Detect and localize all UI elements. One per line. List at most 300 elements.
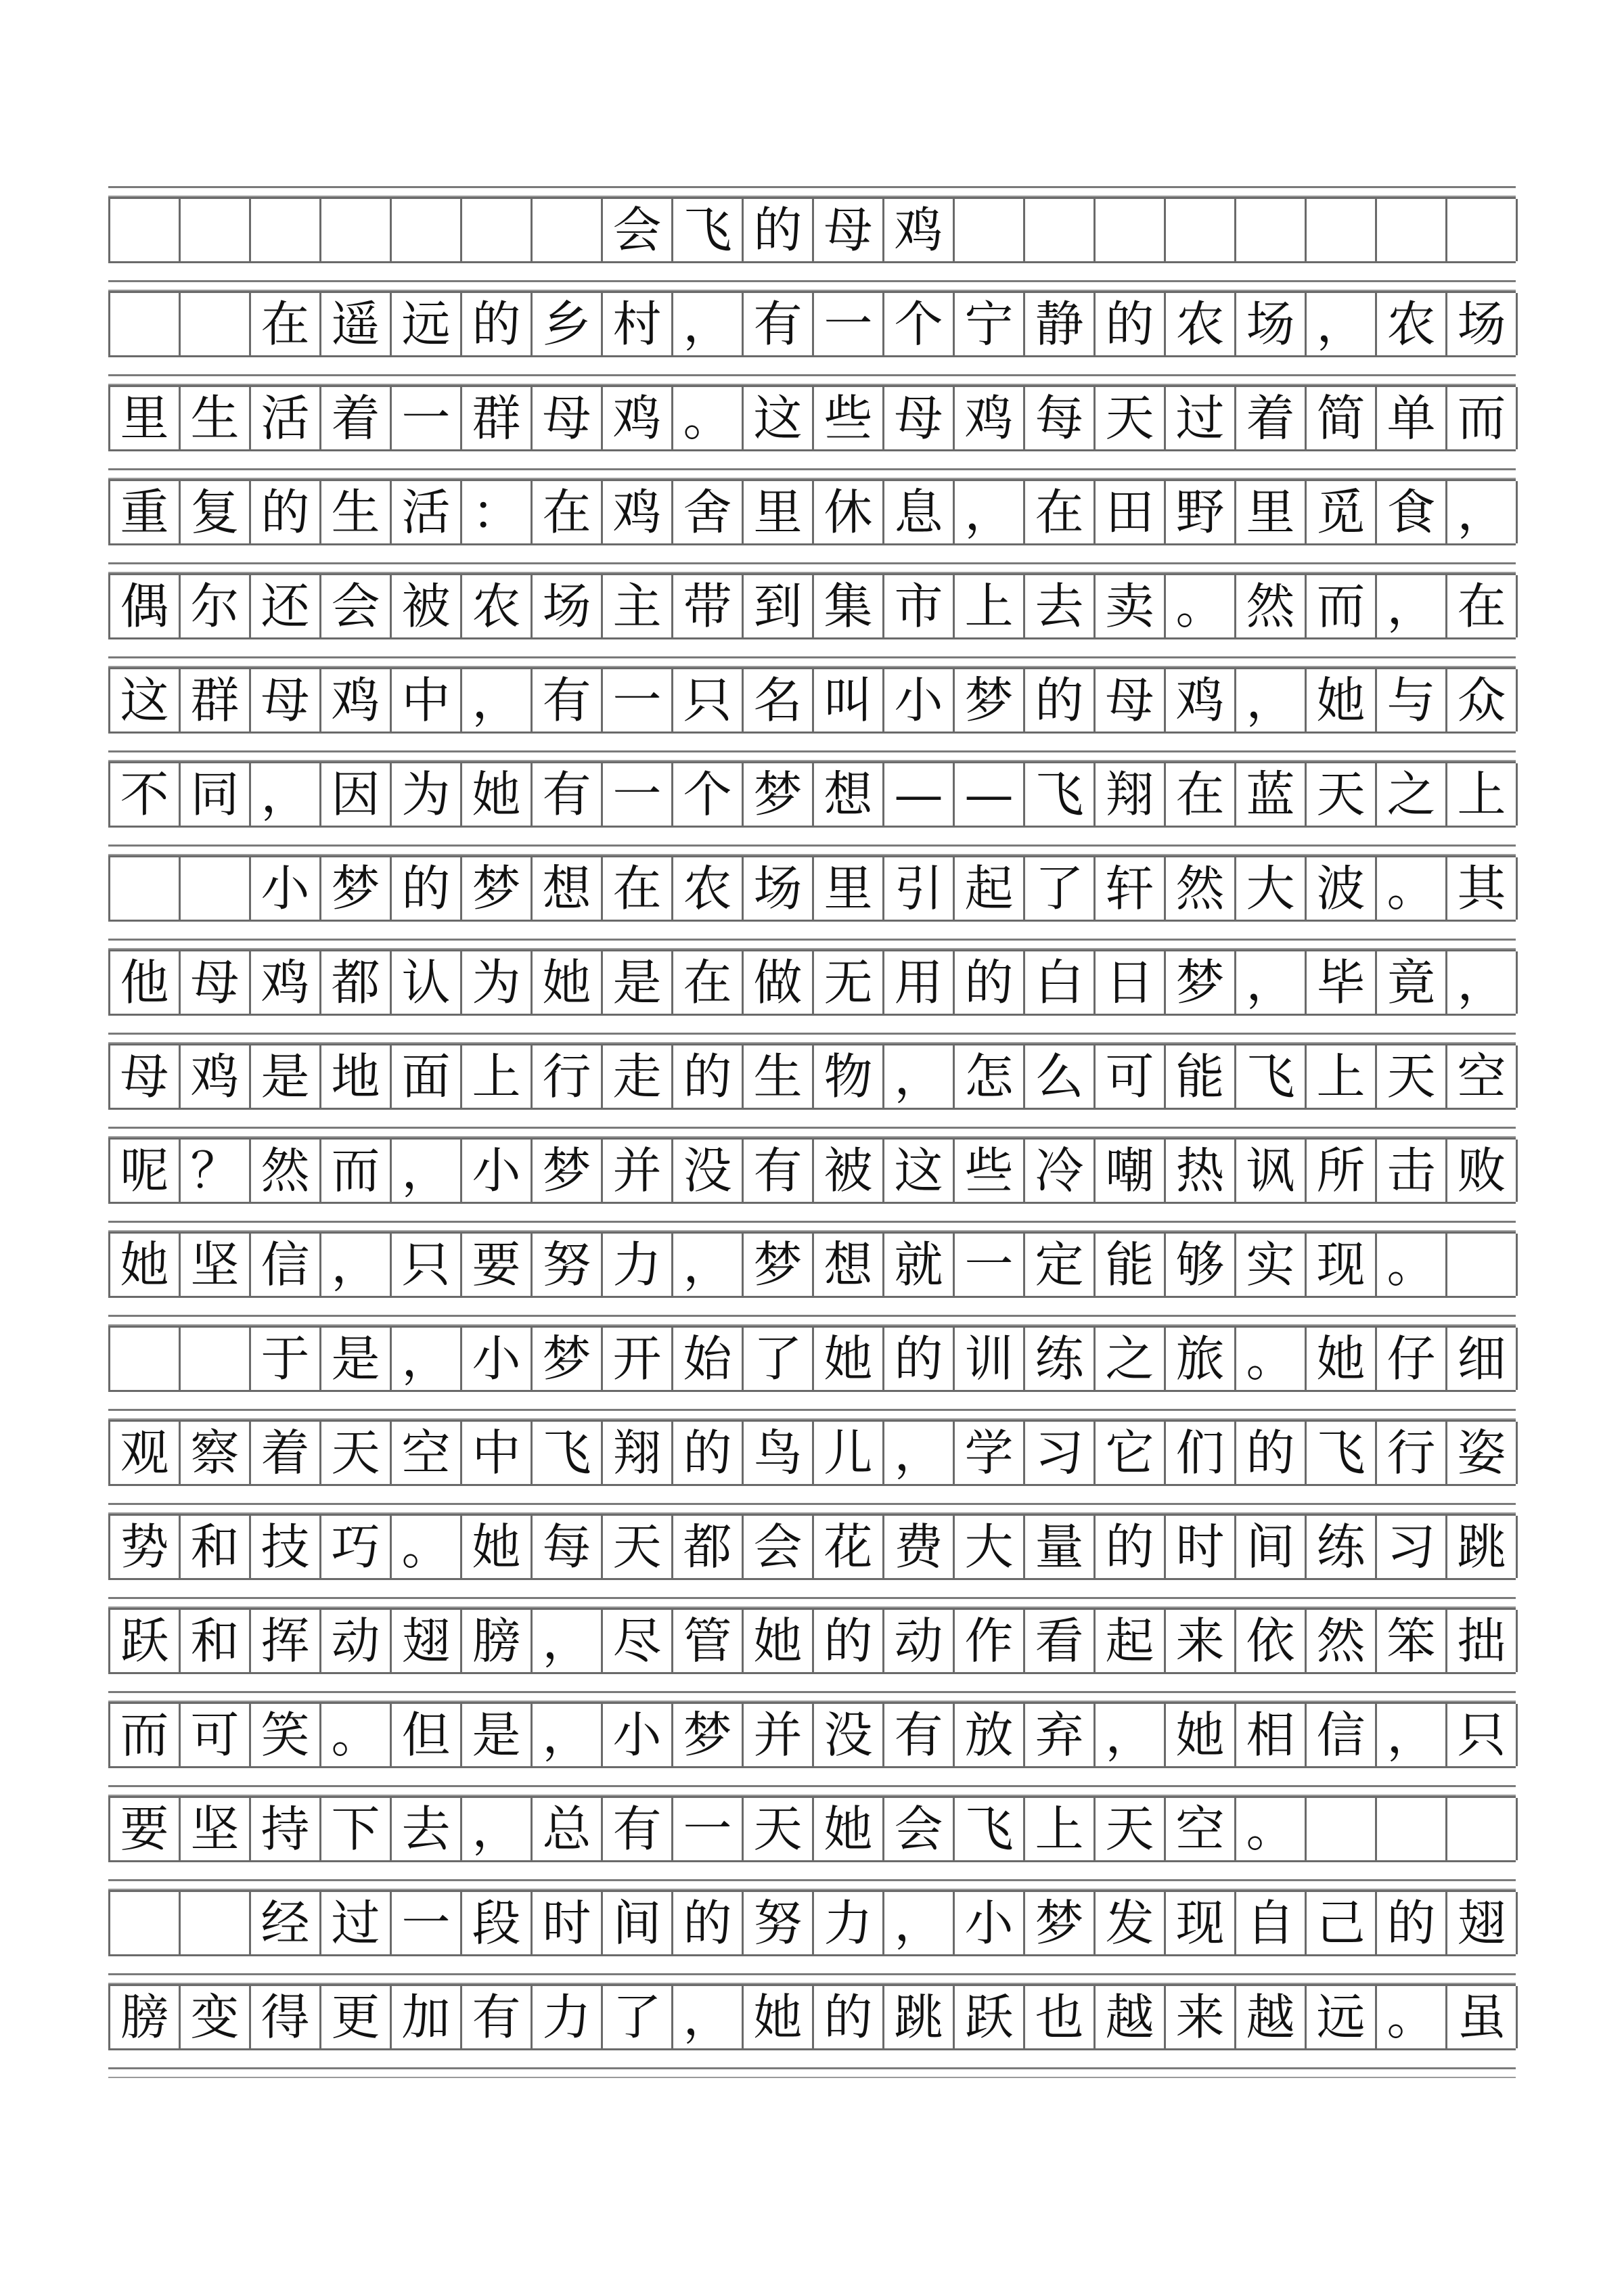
grid-cell: 可 [181,1704,251,1766]
grid-cell: 鸡 [884,199,955,261]
grid-cell: 然 [251,1140,321,1202]
grid-cell: 天 [744,1798,814,1860]
grid-cell: 梦 [462,857,533,920]
grid-cell: 走 [603,1045,673,1108]
grid-cell [1307,1798,1377,1860]
grid-cell: 她 [462,763,533,826]
grid-cell: 叫 [814,669,884,731]
grid-cell: 偶 [110,575,181,637]
grid-cell: ， [1447,951,1518,1014]
grid-cell: 想 [814,1234,884,1296]
grid-cell: ？ [181,1140,251,1202]
grid-cell: ， [533,1610,603,1672]
grid-cell: 间 [603,1892,673,1954]
grid-cell: 地 [321,1045,392,1108]
grid-cell: 们 [1166,1422,1236,1484]
grid-cell: 母 [884,387,955,449]
row-spacer [108,186,1516,197]
grid-cell: 还 [251,575,321,637]
grid-cell: 训 [955,1328,1025,1390]
grid-cell: 有 [884,1704,955,1766]
grid-cell: 去 [1025,575,1096,637]
grid-cell: 些 [955,1140,1025,1202]
grid-cell: 飞 [1236,1045,1307,1108]
grid-cell: 大 [955,1516,1025,1578]
grid-cell: 波 [1307,857,1377,920]
grid-cell: 息 [884,481,955,543]
grid-cell: 鸡 [181,1045,251,1108]
grid-cell: 但 [392,1704,462,1766]
grid-cell: 这 [884,1140,955,1202]
grid-cell: 中 [392,669,462,731]
grid-cell: 挥 [251,1610,321,1672]
grid-cell: 的 [1096,1516,1166,1578]
grid-cell: 的 [462,293,533,355]
grid-cell: 。 [321,1704,392,1766]
grid-cell: 众 [1447,669,1518,731]
grid-cell: 练 [1025,1328,1096,1390]
grid-cell: 鸡 [251,951,321,1014]
grid-cell: 更 [321,1986,392,2048]
grid-cell: 遥 [321,293,392,355]
grid-cell: 力 [533,1986,603,2048]
grid-cell: 一 [673,1798,744,1860]
grid-cell: 相 [1236,1704,1307,1766]
grid-cell: 之 [1377,763,1447,826]
grid-cell: 的 [251,481,321,543]
grid-cell [110,857,181,920]
grid-cell [955,199,1025,261]
grid-cell: 她 [1307,1328,1377,1390]
grid-cell: 得 [251,1986,321,2048]
grid-cell: 空 [1447,1045,1518,1108]
grid-cell: 下 [321,1798,392,1860]
manuscript-grid-paper [108,186,1516,2061]
grid-cell: 。 [1166,575,1236,637]
grid-cell: 过 [321,1892,392,1954]
grid-cell: 不 [110,763,181,826]
row-spacer [108,1503,1516,1514]
grid-cell: 只 [1447,1704,1518,1766]
grid-cell: 过 [1166,387,1236,449]
grid-cell: 单 [1377,387,1447,449]
grid-cell: 么 [1025,1045,1096,1108]
grid-cell [392,199,462,261]
grid-cell: 梦 [673,1704,744,1766]
grid-cell: 有 [744,293,814,355]
grid-cell: 习 [1377,1516,1447,1578]
grid-cell: 轩 [1096,857,1166,920]
grid-cell [1166,199,1236,261]
grid-cell: 而 [110,1704,181,1766]
grid-cell: 母 [110,1045,181,1108]
grid-cell: 和 [181,1610,251,1672]
grid-cell: 面 [392,1045,462,1108]
row-spacer [108,1785,1516,1796]
grid-cell: 翔 [1096,763,1166,826]
grid-cell: 段 [462,1892,533,1954]
grid-cell: 而 [1307,575,1377,637]
grid-cell: 动 [884,1610,955,1672]
grid-cell: 在 [251,293,321,355]
grid-cell [251,199,321,261]
text-row [108,1138,1516,1204]
grid-cell: 梦 [321,857,392,920]
grid-cell: 的 [744,199,814,261]
grid-cell: 坚 [181,1798,251,1860]
grid-cell: 的 [1377,1892,1447,1954]
grid-cell: 为 [392,763,462,826]
text-row [108,761,1516,828]
grid-cell: 讽 [1236,1140,1307,1202]
grid-cell: 力 [814,1892,884,1954]
grid-cell: 总 [533,1798,603,1860]
grid-cell: 现 [1166,1892,1236,1954]
grid-cell: 市 [884,575,955,637]
grid-cell: 小 [955,1892,1025,1954]
grid-cell [110,293,181,355]
grid-cell: 小 [462,1328,533,1390]
grid-cell: 飞 [955,1798,1025,1860]
text-row [108,949,1516,1016]
grid-cell [1307,199,1377,261]
grid-cell: 经 [251,1892,321,1954]
grid-cell: 是 [251,1045,321,1108]
grid-cell: 练 [1307,1516,1377,1578]
grid-cell: 被 [814,1140,884,1202]
grid-cell: 集 [814,575,884,637]
grid-cell: 白 [1025,951,1096,1014]
grid-cell: 空 [1166,1798,1236,1860]
grid-cell: 了 [603,1986,673,2048]
grid-cell: 大 [1236,857,1307,920]
grid-cell: 够 [1166,1234,1236,1296]
grid-cell: 。 [1377,1234,1447,1296]
grid-cell: 梦 [1166,951,1236,1014]
grid-cell: 的 [884,1328,955,1390]
text-row [108,1702,1516,1768]
grid-cell: 的 [1025,669,1096,731]
grid-cell: 有 [533,763,603,826]
grid-cell: ， [673,1986,744,2048]
text-row [108,1043,1516,1110]
grid-cell: 在 [1447,575,1518,637]
grid-cell: 同 [181,763,251,826]
grid-cell: 在 [673,951,744,1014]
grid-cell: 。 [1377,1986,1447,2048]
text-row [108,855,1516,922]
grid-cell: 学 [955,1422,1025,1484]
grid-cell: 上 [1447,763,1518,826]
grid-cell: 没 [814,1704,884,1766]
grid-cell: 竟 [1377,951,1447,1014]
grid-cell: 母 [814,199,884,261]
text-row [108,479,1516,545]
row-spacer [108,1127,1516,1138]
grid-cell: 着 [321,387,392,449]
text-row [108,667,1516,734]
grid-cell: 宁 [955,293,1025,355]
grid-cell: 定 [1025,1234,1096,1296]
row-spacer [108,1973,1516,1984]
grid-cell: 母 [1096,669,1166,731]
grid-cell: 跳 [884,1986,955,2048]
grid-cell [181,1892,251,1954]
grid-cell: 她 [533,951,603,1014]
grid-cell: 是 [603,951,673,1014]
grid-cell: 行 [1377,1422,1447,1484]
grid-cell: 生 [744,1045,814,1108]
grid-cell: 主 [603,575,673,637]
grid-cell: 击 [1377,1140,1447,1202]
grid-cell: 上 [462,1045,533,1108]
grid-cell: 只 [673,669,744,731]
grid-cell: 一 [603,669,673,731]
grid-cell [110,1328,181,1390]
grid-cell: 依 [1236,1610,1307,1672]
grid-cell: ， [884,1422,955,1484]
grid-cell: 一 [392,387,462,449]
grid-cell: 的 [673,1422,744,1484]
grid-cell: 鸡 [603,387,673,449]
grid-cell: ， [1307,293,1377,355]
grid-cell: 个 [884,293,955,355]
grid-cell: ， [884,1892,955,1954]
grid-cell: 有 [533,669,603,731]
grid-cell: 飞 [1025,763,1096,826]
row-spacer [108,562,1516,573]
grid-cell: 引 [884,857,955,920]
grid-cell: 里 [814,857,884,920]
grid-cell: 会 [603,199,673,261]
row-spacer [108,1409,1516,1420]
row-spacer [108,656,1516,667]
grid-cell: 日 [1096,951,1166,1014]
grid-cell: 只 [392,1234,462,1296]
grid-cell: 没 [673,1140,744,1202]
grid-cell: 有 [603,1798,673,1860]
grid-cell: 远 [392,293,462,355]
grid-cell: 天 [603,1516,673,1578]
grid-cell: 她 [1307,669,1377,731]
grid-cell [1447,1798,1518,1860]
grid-cell: 梦 [533,1328,603,1390]
grid-cell: ， [462,1798,533,1860]
grid-cell: 她 [462,1516,533,1578]
grid-cell: 巧 [321,1516,392,1578]
grid-cell: 她 [814,1328,884,1390]
grid-cell: 而 [1447,387,1518,449]
grid-cell: 的 [673,1892,744,1954]
grid-cell: 母 [181,951,251,1014]
grid-cell: 尔 [181,575,251,637]
grid-cell: 始 [673,1328,744,1390]
grid-cell: 。 [392,1516,462,1578]
grid-cell: 其 [1447,857,1518,920]
grid-cell: 弃 [1025,1704,1096,1766]
grid-cell: ， [392,1140,462,1202]
grid-cell: 物 [814,1045,884,1108]
grid-cell: ， [1377,1704,1447,1766]
grid-cell: 觅 [1307,481,1377,543]
grid-cell: 农 [1377,293,1447,355]
grid-cell: 的 [1096,293,1166,355]
grid-cell: 无 [814,951,884,1014]
grid-cell: 梦 [955,669,1025,731]
grid-cell: 农 [1166,293,1236,355]
grid-cell: 农 [673,857,744,920]
row-spacer [108,374,1516,385]
grid-cell: ， [1236,951,1307,1014]
grid-cell: 野 [1166,481,1236,543]
text-row [108,1420,1516,1486]
grid-cell: ， [673,1234,744,1296]
row-spacer [108,1315,1516,1326]
grid-cell: 旅 [1166,1328,1236,1390]
row-spacer [108,2067,1516,2078]
grid-cell: 都 [321,951,392,1014]
text-row [108,291,1516,357]
grid-cell: 的 [814,1986,884,2048]
grid-cell: 用 [884,951,955,1014]
grid-cell: 花 [814,1516,884,1578]
grid-cell: 能 [1096,1234,1166,1296]
grid-cell: 生 [181,387,251,449]
text-row [108,1608,1516,1674]
grid-cell: 力 [603,1234,673,1296]
grid-cell: 翔 [603,1422,673,1484]
grid-cell: 持 [251,1798,321,1860]
grid-cell: 鸡 [955,387,1025,449]
grid-cell: 休 [814,481,884,543]
grid-cell: 努 [744,1892,814,1954]
grid-cell: 上 [1307,1045,1377,1108]
grid-cell: 乡 [533,293,603,355]
row-spacer [108,1691,1516,1702]
grid-cell: 食 [1377,481,1447,543]
grid-cell: 卖 [1096,575,1166,637]
row-spacer [108,1597,1516,1608]
grid-cell: 于 [251,1328,321,1390]
grid-cell: 要 [110,1798,181,1860]
grid-cell: 生 [321,481,392,543]
grid-cell: ， [251,763,321,826]
grid-cell: 动 [321,1610,392,1672]
grid-cell: 所 [1307,1140,1377,1202]
grid-cell: ， [1236,669,1307,731]
grid-cell: 远 [1307,1986,1377,2048]
grid-cell [181,293,251,355]
grid-cell: 重 [110,481,181,543]
grid-cell: 仔 [1377,1328,1447,1390]
text-row [108,1326,1516,1392]
grid-cell: 。 [1377,857,1447,920]
grid-cell: 费 [884,1516,955,1578]
grid-cell [1447,1234,1518,1296]
grid-cell: 跃 [110,1610,181,1672]
grid-cell: 上 [1025,1798,1096,1860]
grid-cell: 些 [814,387,884,449]
grid-cell: 。 [673,387,744,449]
grid-cell: 技 [251,1516,321,1578]
grid-cell: 来 [1166,1986,1236,2048]
grid-cell: 简 [1307,387,1377,449]
grid-cell: — [955,763,1025,826]
grid-cell: 冷 [1025,1140,1096,1202]
grid-cell: 想 [533,857,603,920]
grid-cell: ， [462,669,533,731]
grid-cell: 里 [744,481,814,543]
grid-cell: 观 [110,1422,181,1484]
grid-cell: 农 [462,575,533,637]
grid-cell: 的 [955,951,1025,1014]
grid-cell: 儿 [814,1422,884,1484]
grid-cell: 梦 [533,1140,603,1202]
grid-cell: 然 [1236,575,1307,637]
grid-cell: 有 [744,1140,814,1202]
grid-cell: 能 [1166,1045,1236,1108]
grid-cell: 跳 [1447,1516,1518,1578]
text-row [108,1890,1516,1956]
grid-cell: ， [1447,481,1518,543]
grid-cell: 会 [321,575,392,637]
grid-cell: 坚 [181,1234,251,1296]
grid-cell: 一 [814,293,884,355]
grid-cell: 去 [392,1798,462,1860]
grid-cell: 小 [251,857,321,920]
grid-cell: 时 [1166,1516,1236,1578]
grid-cell: 也 [1025,1986,1096,2048]
grid-cell: 越 [1236,1986,1307,2048]
text-row [108,1984,1516,2050]
grid-cell: 想 [814,763,884,826]
grid-cell [462,199,533,261]
grid-cell: 变 [181,1986,251,2048]
grid-cell: 田 [1096,481,1166,543]
grid-cell: 做 [744,951,814,1014]
grid-cell: 察 [181,1422,251,1484]
grid-cell: 场 [1236,293,1307,355]
grid-cell: — [884,763,955,826]
grid-cell: ， [884,1045,955,1108]
grid-cell: 里 [110,387,181,449]
grid-cell: 里 [1236,481,1307,543]
grid-cell: 会 [884,1798,955,1860]
grid-cell: 她 [1166,1704,1236,1766]
grid-cell: 飞 [673,199,744,261]
grid-cell: 每 [533,1516,603,1578]
grid-cell: 复 [181,481,251,543]
grid-cell: 小 [462,1140,533,1202]
grid-cell: 毕 [1307,951,1377,1014]
grid-cell: 梦 [744,763,814,826]
grid-cell [321,199,392,261]
grid-cell: 己 [1307,1892,1377,1954]
grid-cell: 的 [1236,1422,1307,1484]
grid-cell: 了 [744,1328,814,1390]
grid-cell: 然 [1166,857,1236,920]
grid-cell: 可 [1096,1045,1166,1108]
grid-cell: 飞 [1307,1422,1377,1484]
grid-cell: 习 [1025,1422,1096,1484]
grid-cell: 名 [744,669,814,731]
grid-cell: 他 [110,951,181,1014]
grid-cell [110,199,181,261]
grid-cell [1377,1798,1447,1860]
grid-cell: 努 [533,1234,603,1296]
grid-cell: ， [1096,1704,1166,1766]
grid-cell: 管 [673,1610,744,1672]
